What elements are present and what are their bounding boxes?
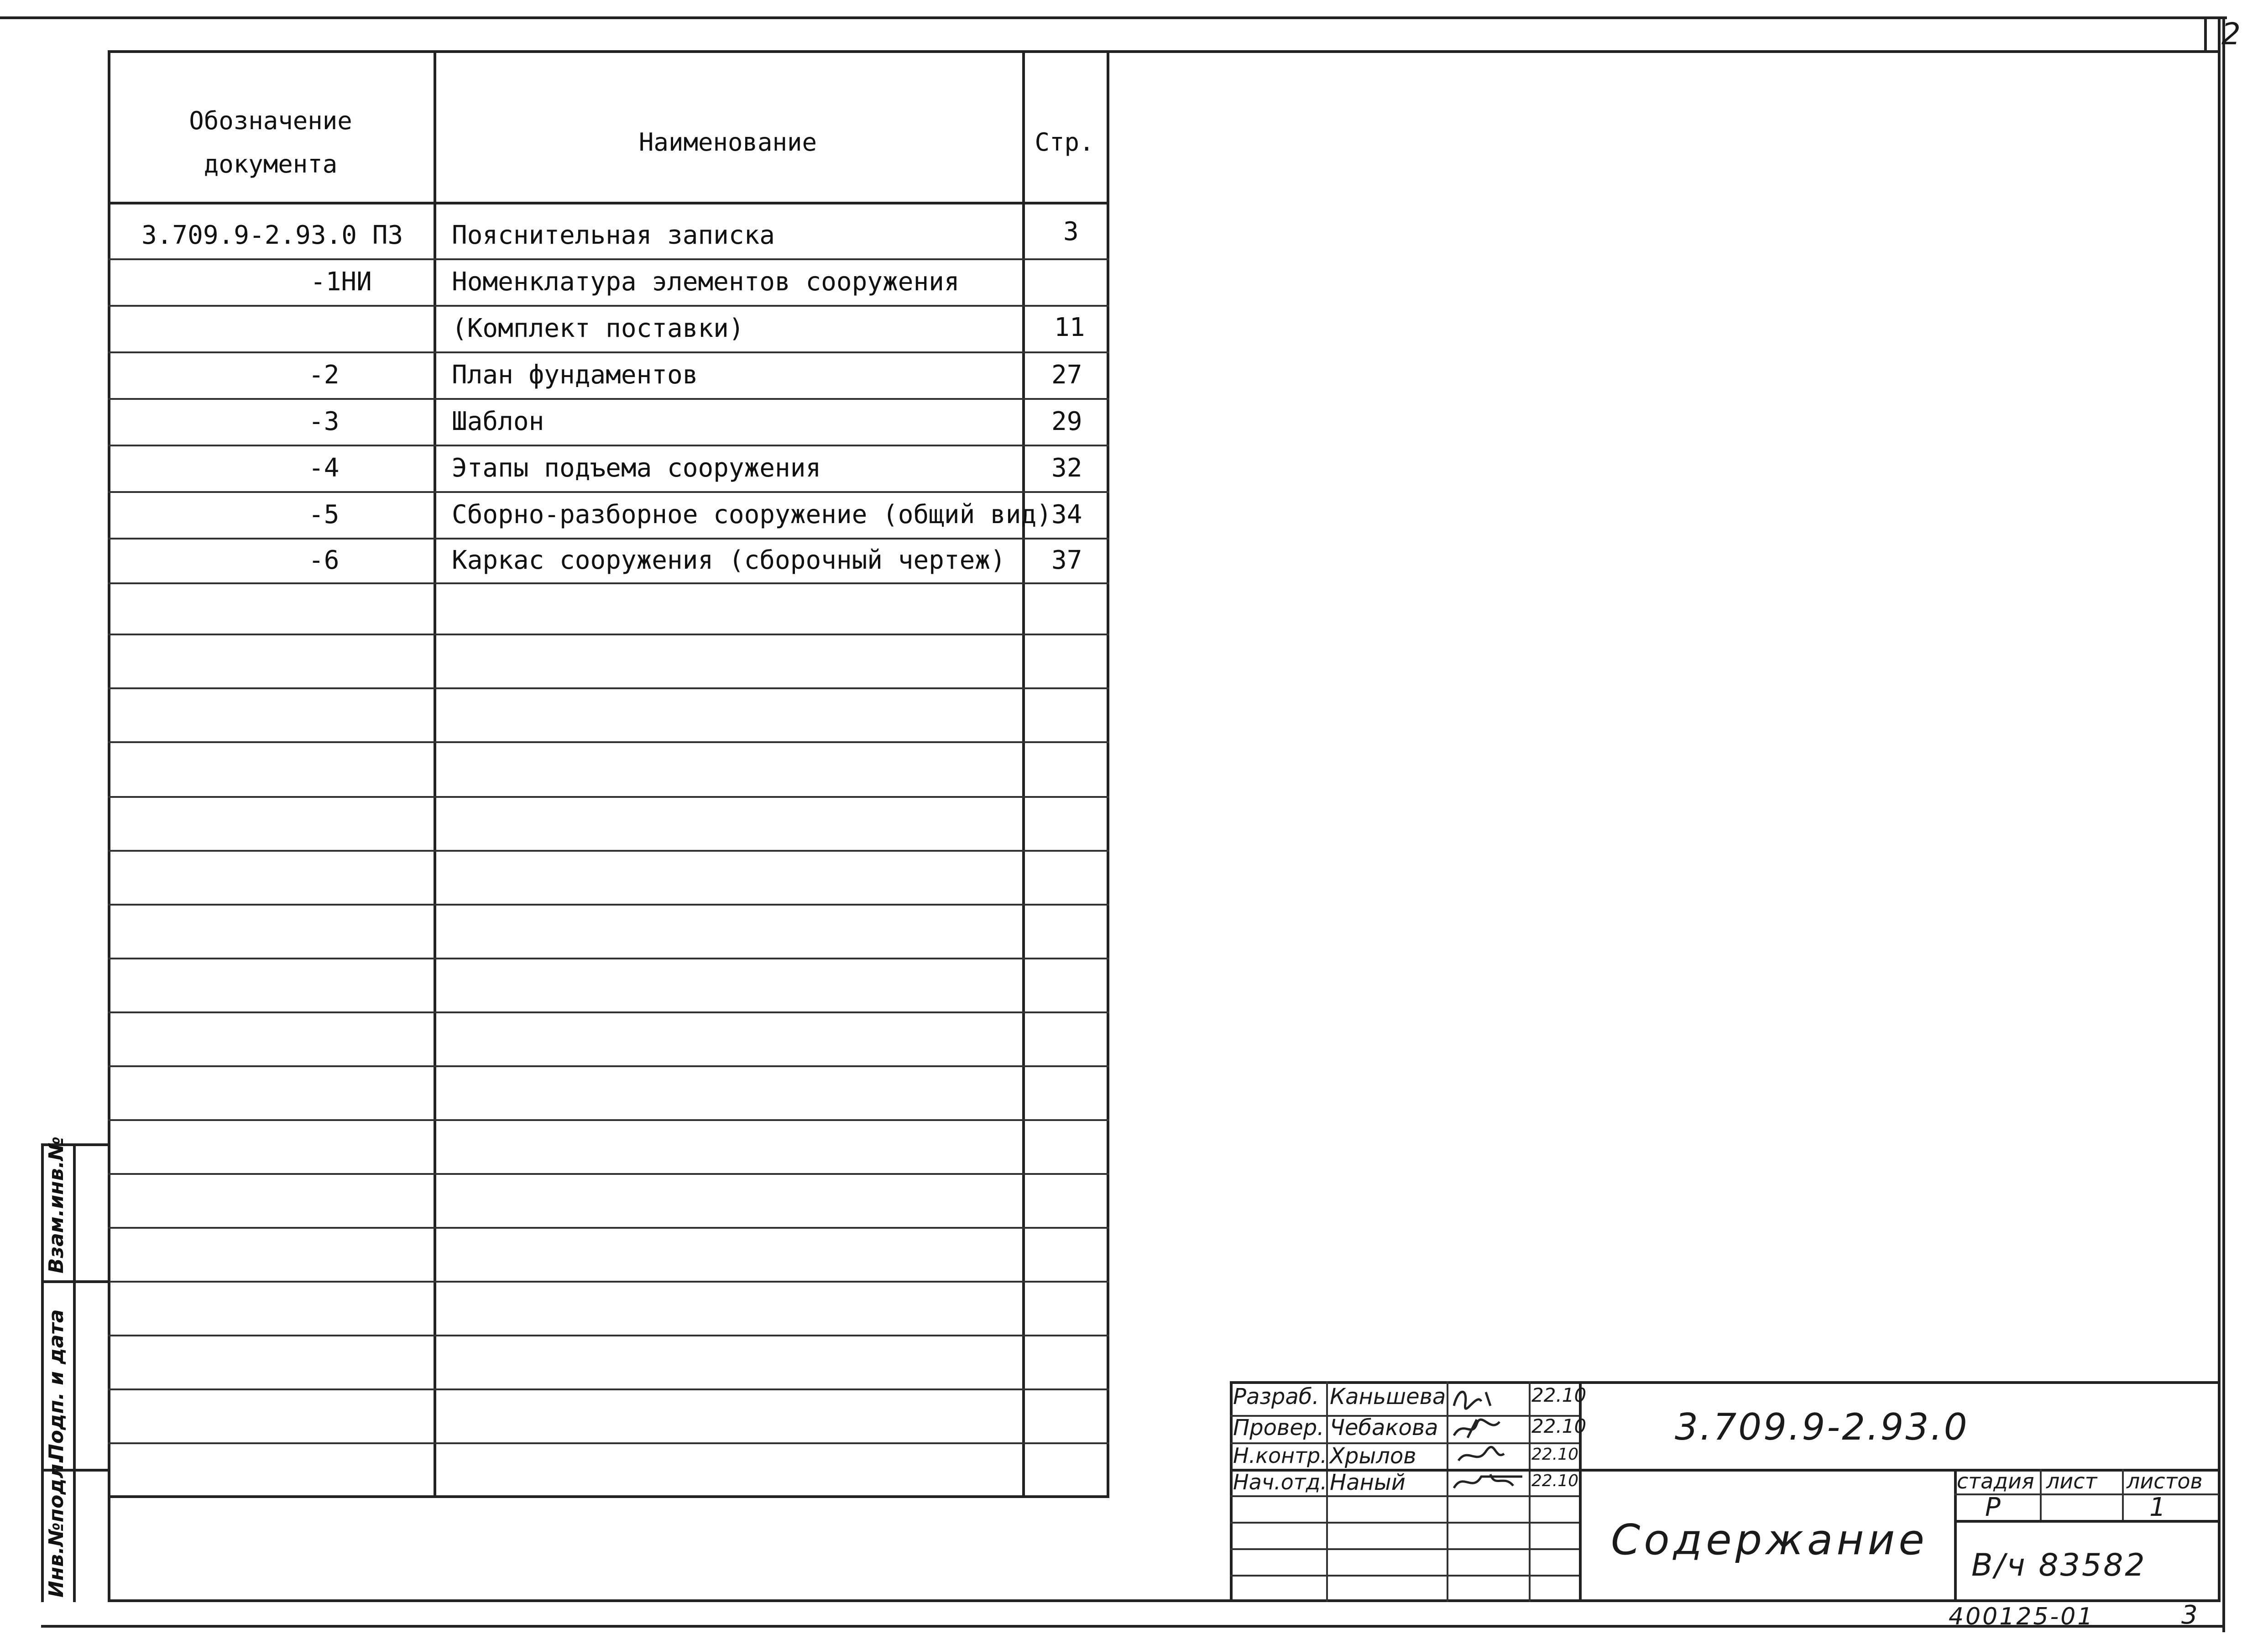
inner-bottom-border <box>108 1599 2221 1602</box>
signer-4-date: 22.10 <box>1531 1472 1579 1490</box>
archive-code: 400125-01 <box>1949 1603 2095 1630</box>
table-row-8-designation: -6 <box>308 545 340 575</box>
table-row-2-designation: -1НИ <box>310 267 372 297</box>
inner-top-border <box>108 50 2219 53</box>
signer-2-date: 22.10 <box>1531 1415 1587 1437</box>
table-row-4-name: План фундаментов <box>452 360 698 390</box>
table-row-8-name: Каркас сооружения (сборочный чертеж) <box>452 545 1006 575</box>
signer-1-role: Разраб. <box>1233 1384 1319 1409</box>
sheets-label: листов <box>2127 1469 2203 1493</box>
signer-row-line <box>1230 1548 1579 1550</box>
side-stamp-inv-replace: Взам.инв.№ <box>45 1136 68 1273</box>
row-line <box>108 1011 1109 1013</box>
header-designation-line2: документа <box>204 150 338 178</box>
side-stamp-sign-date: Подп. и дата <box>45 1309 68 1461</box>
table-col-divider-1 <box>434 50 436 1497</box>
side-stamp-inv-orig: Инв.№подл. <box>45 1456 68 1598</box>
table-bottom <box>108 1495 1109 1498</box>
row-line <box>108 850 1109 852</box>
table-row-1-page: 3 <box>1063 217 1079 246</box>
side-stamp-mid <box>73 1143 76 1602</box>
row-line <box>108 398 1109 400</box>
table-row-3-page: 11 <box>1054 313 1085 342</box>
signer-2-role: Провер. <box>1233 1415 1324 1441</box>
signer-3-date: 22.10 <box>1531 1445 1579 1464</box>
signer-3-name: Хрылов <box>1330 1443 1416 1469</box>
table-row-7-designation: -5 <box>308 500 340 529</box>
side-stamp-div-1 <box>41 1280 110 1283</box>
stage-value: Р <box>1985 1493 2001 1522</box>
table-row-7-name: Сборно-разборное сооружение (общий вид) <box>452 500 1052 529</box>
document-title: Содержание <box>1611 1515 1928 1564</box>
row-line <box>108 445 1109 446</box>
row-line <box>108 687 1109 689</box>
organization: В/ч 83582 <box>1971 1547 2147 1583</box>
table-header-bottom <box>108 202 1109 204</box>
signature-marks <box>1449 1383 1527 1493</box>
signer-4-name: Наный <box>1330 1470 1406 1495</box>
header-designation-line1: Обозначение <box>189 106 352 135</box>
row-line <box>108 1388 1109 1390</box>
table-row-5-name: Шаблон <box>452 407 544 436</box>
row-line <box>108 351 1109 353</box>
document-code: 3.709.9-2.93.0 <box>1675 1406 1969 1448</box>
row-line <box>108 904 1109 906</box>
frame-right <box>2222 16 2225 1632</box>
table-row-2-name: Номенклатура элементов сооружения <box>452 267 960 297</box>
table-row-5-designation: -3 <box>308 407 340 436</box>
row-line <box>108 305 1109 307</box>
stage-label: стадия <box>1957 1469 2034 1493</box>
row-line <box>108 958 1109 959</box>
table-row-7-page: 34 <box>1051 500 1082 529</box>
signer-2-name: Чебакова <box>1330 1415 1438 1441</box>
side-stamp-left <box>41 1143 44 1602</box>
row-line <box>108 1173 1109 1175</box>
title-block-left <box>1230 1381 1233 1602</box>
table-row-3-name: (Комплект поставки) <box>452 314 744 343</box>
table-row-8-page: 37 <box>1051 545 1082 575</box>
signer-row-line <box>1230 1575 1579 1577</box>
row-line <box>108 796 1109 798</box>
signer-4-role: Нач.отд. <box>1233 1470 1327 1494</box>
row-line <box>108 258 1109 260</box>
sheet-label: лист <box>2046 1469 2097 1493</box>
inner-right-border <box>2218 16 2221 1602</box>
table-row-6-page: 32 <box>1051 453 1082 483</box>
row-line <box>108 1442 1109 1444</box>
signer-col-2 <box>1447 1381 1448 1602</box>
inner-left-border <box>108 50 110 1602</box>
row-line <box>108 741 1109 743</box>
row-line <box>108 1335 1109 1336</box>
row-line <box>108 1119 1109 1121</box>
table-row-1-name: Пояснительная записка <box>452 220 775 250</box>
row-line <box>108 491 1109 493</box>
signer-1-name: Каньшева <box>1330 1384 1446 1409</box>
signer-row-line <box>1230 1522 1579 1524</box>
sheet-number-box-divider <box>2204 16 2207 50</box>
table-col-divider-2 <box>1022 50 1025 1497</box>
header-page: Стр. <box>1035 128 1094 157</box>
table-row-6-name: Этапы подъема сооружения <box>452 453 821 483</box>
footer-page-number: 3 <box>2181 1600 2198 1630</box>
table-row-4-designation: -2 <box>308 360 340 390</box>
table-row-1-designation: 3.709.9-2.93.0 ПЗ <box>141 220 403 250</box>
header-name: Наименование <box>638 128 817 157</box>
signer-1-date: 22.10 <box>1531 1384 1587 1406</box>
table-row-4-page: 27 <box>1051 360 1082 390</box>
signer-row-line <box>1230 1495 1579 1497</box>
row-line <box>108 1281 1109 1283</box>
sheets-value: 1 <box>2149 1493 2166 1522</box>
signer-col-3 <box>1529 1381 1531 1602</box>
table-row-5-page: 29 <box>1051 407 1082 436</box>
frame-bottom <box>41 1625 2225 1628</box>
row-line <box>108 1227 1109 1229</box>
signer-3-role: Н.контр. <box>1233 1443 1327 1468</box>
signer-col-4 <box>1579 1381 1582 1602</box>
table-row-6-designation: -4 <box>308 453 340 483</box>
row-line <box>108 538 1109 540</box>
sheet-number: 2 <box>2221 16 2241 52</box>
frame-top <box>0 16 2227 19</box>
row-line <box>108 634 1109 635</box>
row-line <box>108 582 1109 584</box>
table-right-edge <box>1107 50 1109 1497</box>
row-line <box>108 1065 1109 1067</box>
